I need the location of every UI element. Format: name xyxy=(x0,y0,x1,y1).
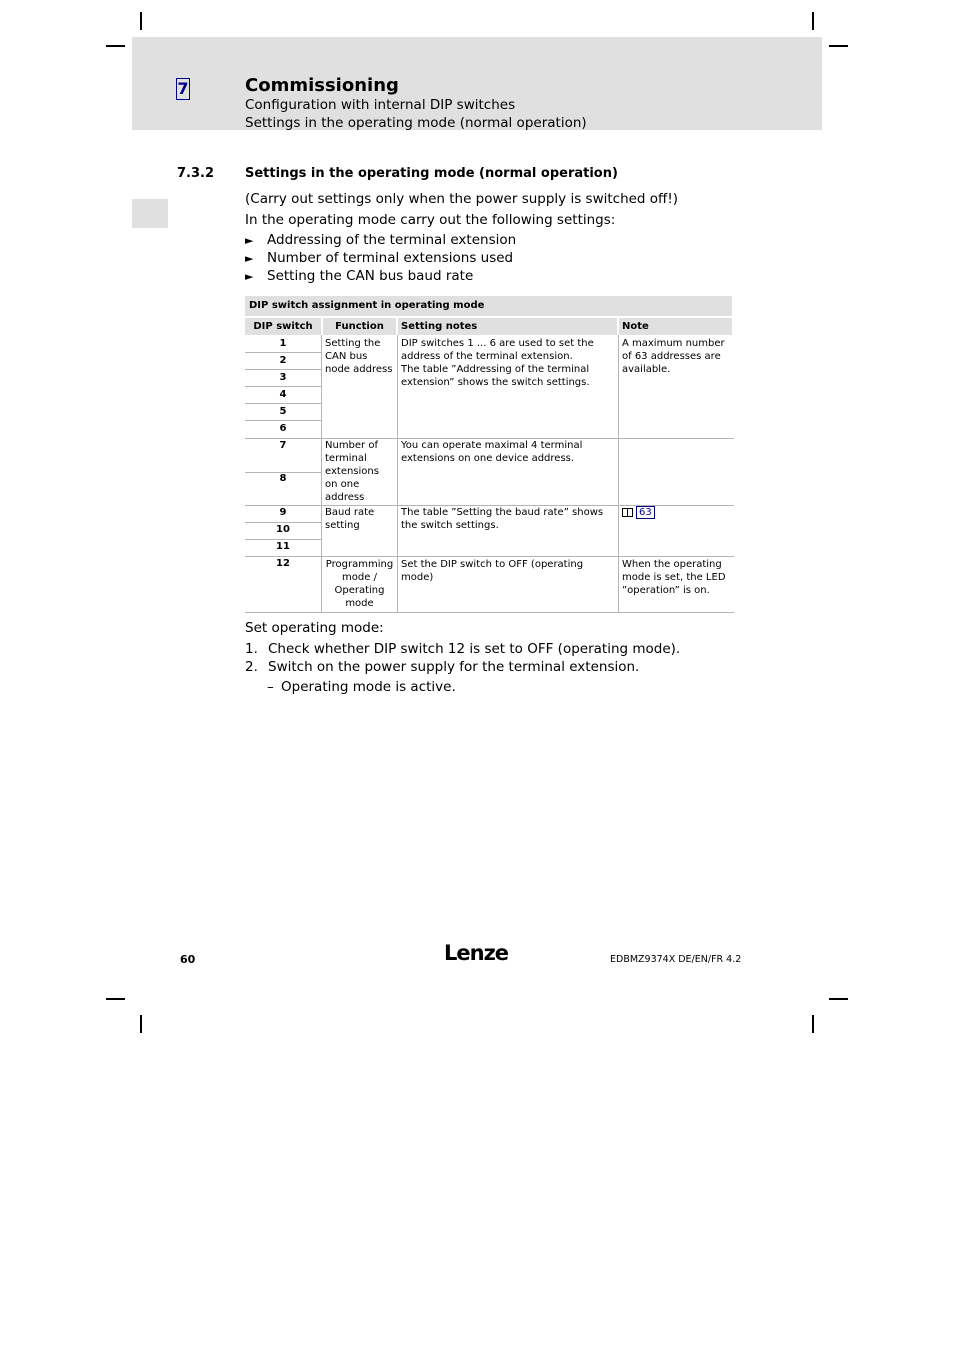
table-col-divider xyxy=(321,335,322,613)
dip-switch-number: 3 xyxy=(279,372,287,383)
table-row-divider xyxy=(245,522,321,523)
table-group-divider xyxy=(245,556,734,557)
function-cell: Setting the CAN bus node address xyxy=(325,338,393,375)
crop-mark xyxy=(106,998,125,1000)
function-cell: Programming mode / Operating mode xyxy=(325,559,394,609)
function-cell: Number of terminal extensions on one address xyxy=(325,440,379,503)
bullet-arrow-icon: ► xyxy=(245,270,254,283)
document-id: EDBMZ9374X DE/EN/FR 4.2 xyxy=(610,954,742,965)
table-row-divider xyxy=(245,420,321,421)
crop-mark xyxy=(829,45,848,47)
bullet-arrow-icon: ► xyxy=(245,234,254,247)
crop-mark xyxy=(140,12,142,30)
chapter-number-link[interactable]: 7 xyxy=(177,79,189,98)
table-caption: DIP switch assignment in operating mode xyxy=(245,296,732,316)
table-row-divider xyxy=(245,403,321,404)
dip-switch-number: 12 xyxy=(276,558,290,569)
intro-text: In the operating mode carry out the following settings: xyxy=(245,212,616,228)
note-cell xyxy=(622,506,728,519)
procedure-result: – Operating mode is active. xyxy=(267,679,456,695)
note-cell: When the operating mode is set, the LED ”operation” is on. xyxy=(622,559,726,596)
dip-switch-number: 8 xyxy=(279,473,287,484)
section-number: 7.3.2 xyxy=(177,166,215,181)
crop-mark xyxy=(812,1015,814,1033)
bullet-item: ► Setting the CAN bus baud rate xyxy=(245,268,474,284)
dip-switch-number: 10 xyxy=(276,524,290,535)
function-cell: Baud rate setting xyxy=(325,507,375,531)
column-header-function: Function xyxy=(323,318,396,335)
crop-mark xyxy=(829,998,848,1000)
procedure-step: 1. Check whether DIP switch 12 is set to OFF (operating mode). xyxy=(245,641,681,657)
table-row-divider xyxy=(245,386,321,387)
table-row-divider xyxy=(245,539,321,540)
page-number: 60 xyxy=(180,953,196,966)
setting-notes-cell: The table ”Setting the baud rate” shows the switch settings. xyxy=(401,507,604,531)
table-col-divider xyxy=(397,335,398,613)
column-header-dip-switch: DIP switch xyxy=(245,318,321,335)
header-subtitle-1: Configuration with internal DIP switches xyxy=(245,97,516,113)
crop-mark xyxy=(812,12,814,30)
chapter-title: Commissioning xyxy=(245,75,399,96)
table-bottom-border xyxy=(245,612,734,613)
dip-switch-number: 4 xyxy=(279,389,287,400)
column-header-setting-notes: Setting notes xyxy=(398,318,617,335)
header-subtitle-2: Settings in the operating mode (normal operation) xyxy=(245,115,587,131)
table-col-divider xyxy=(618,335,619,613)
table-row-divider xyxy=(245,352,321,353)
procedure-intro: Set operating mode: xyxy=(245,620,384,636)
procedure-step: 2. Switch on the power supply for the terminal extension. xyxy=(245,659,640,675)
dip-switch-number: 1 xyxy=(279,338,287,349)
dip-switch-number: 2 xyxy=(279,355,287,366)
book-icon xyxy=(622,508,633,517)
dip-switch-number: 5 xyxy=(279,406,287,417)
bullet-item: ► Number of terminal extensions used xyxy=(245,250,514,266)
note-cell: A maximum number of 63 addresses are available. xyxy=(622,338,725,375)
bullet-arrow-icon: ► xyxy=(245,252,254,265)
section-title: Settings in the operating mode (normal operation) xyxy=(245,166,618,181)
crop-mark xyxy=(106,45,125,47)
dip-switch-number: 7 xyxy=(279,440,287,451)
dip-switch-number: 9 xyxy=(279,507,287,518)
setting-notes-cell: DIP switches 1 ... 6 are used to set the address of the terminal extension. The table ”Addressing of the terminal extension” shows the switch settings. xyxy=(401,338,594,388)
setting-notes-cell: Set the DIP switch to OFF (operating mode) xyxy=(401,559,584,583)
lenze-logo: Lenze xyxy=(444,941,509,965)
setting-notes-cell: You can operate maximal 4 terminal extensions on one device address. xyxy=(401,440,583,464)
crop-mark xyxy=(140,1015,142,1033)
table-row-divider xyxy=(245,369,321,370)
side-tab xyxy=(132,199,168,228)
intro-warning: (Carry out settings only when the power supply is switched off!) xyxy=(245,191,679,207)
bullet-item: ► Addressing of the terminal extension xyxy=(245,232,517,248)
dip-switch-number: 11 xyxy=(276,541,290,552)
page-reference-link[interactable]: 63 xyxy=(636,506,655,519)
column-header-note: Note xyxy=(619,318,732,335)
dip-switch-number: 6 xyxy=(279,423,287,434)
